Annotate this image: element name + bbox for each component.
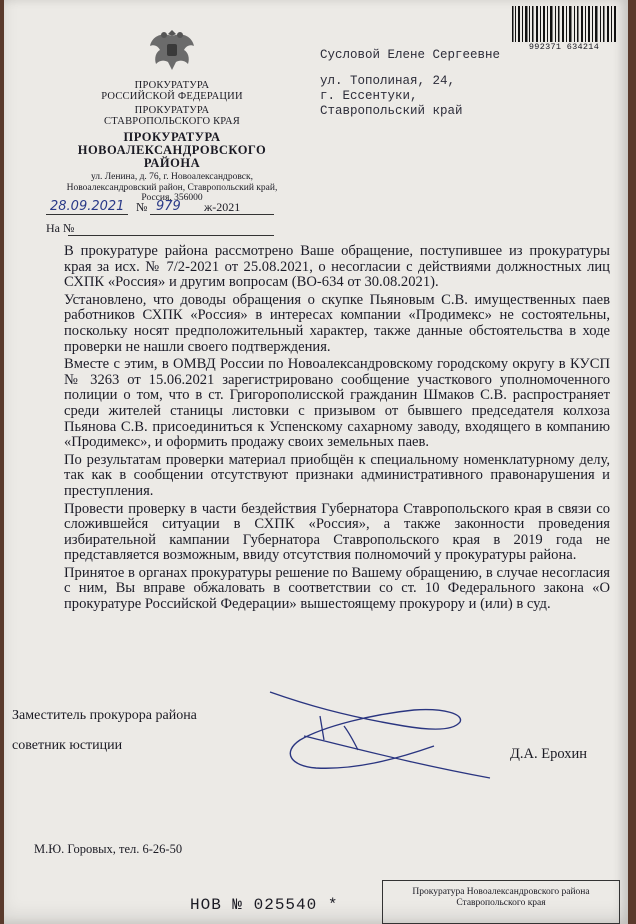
coat-of-arms-icon bbox=[146, 26, 198, 74]
org-header bbox=[70, 80, 274, 127]
address-line-1: ул. Ленина, д. 76, г. Новоалександровск, bbox=[90, 172, 254, 182]
paragraph-2: Установлено, что доводы обращения о скупке Пьяновым С.В. имущественных паев работников СХПК «Россия» в интересах компании «Продимекс» не состоятельны, поскольку носят предположительный характер, также данные обстоятельства в ходе проверки не нашли своего подтверждения. bbox=[64, 291, 610, 355]
paragraph-3: Вместе с этим, в ОМВД России по Новоалександровскому городскому округу в КУСП № 3263 от 15.06.2021 зарегистрировано сообщение участкового уполномоченного полиции о том, что в ст. Григорополисской гражданин Шмаков С.В. распространяет среди жителей станицы листовки с призывом от бывшего председателя колхоза Пьянова С.В. присоединиться к Успенскому сахарному заводу, входящего в компанию «Продимекс», и оформить продажу своих земельных паев. bbox=[64, 356, 610, 451]
signatory-name: Д.А. Ерохин bbox=[510, 746, 588, 762]
number-underline bbox=[150, 214, 274, 215]
paragraph-1: В прокуратуре района рассмотрено Ваше обращение, поступившее из прокуратуры края за исх. № 7/2-2021 от 25.08.2021, о несогласии с действиями должностных лиц СХПК «Россия» и другим вопросам (ВО-634 от 30.08.2021). bbox=[64, 243, 610, 291]
address-line-2: Новоалександровский район, Ставропольский край, bbox=[66, 182, 278, 193]
org-bold-line-3: РАЙОНА bbox=[143, 156, 201, 170]
signatory-position-1: Заместитель прокурора района bbox=[12, 708, 197, 723]
executor-info: М.Ю. Горовых, тел. 6-26-50 bbox=[34, 842, 183, 856]
blank-serial-number: НОВ № 025540 * bbox=[190, 896, 339, 914]
paragraph-5: Провести проверку в части бездействия Губернатора Ставропольского края в связи со сложившейся ситуации в СХПК «Россия», а также законности проведения избирательной кампании Губернатора Ставропольского края в 2019 года не представляется возможным, ввиду отсутствия полномочий у прокуратуры района. bbox=[64, 500, 610, 564]
handwritten-signature bbox=[264, 686, 494, 782]
address-line-3: Россия, 356000 bbox=[141, 193, 203, 203]
recipient-address bbox=[320, 74, 520, 119]
recipient-city: г. Ессентуки, bbox=[320, 89, 418, 103]
letter-number-suffix: ж-2021 bbox=[204, 200, 241, 214]
stamp-line-2: Ставропольского края bbox=[456, 898, 546, 908]
org-line-3: ПРОКУРАТУРА bbox=[134, 105, 210, 116]
paragraph-4: По результатам проверки материал приобщён к специальному номенклатурному делу, так как в сообщении отсутствуют признаки административного правонарушения и преступления. bbox=[64, 451, 610, 499]
letter-sheet bbox=[4, 0, 628, 924]
recipient-name: Сусловой Елене Сергеевне bbox=[320, 48, 501, 62]
number-label: № bbox=[136, 200, 148, 214]
recipient-street: ул. Тополиная, 24, bbox=[320, 74, 456, 88]
registration-stamp bbox=[382, 880, 620, 924]
stamp-line-1: Прокуратура Новоалександровского района bbox=[412, 887, 590, 897]
org-line-2: РОССИЙСКОЙ ФЕДЕРАЦИИ bbox=[101, 91, 243, 102]
org-bold-line-1: ПРОКУРАТУРА bbox=[123, 130, 221, 144]
recipient-region: Ставропольский край bbox=[320, 104, 463, 118]
reference-underline bbox=[68, 235, 274, 236]
letter-body bbox=[64, 244, 610, 613]
barcode-graphic bbox=[510, 6, 618, 42]
org-bold-line-2: НОВОАЛЕКСАНДРОВСКОГО bbox=[77, 143, 267, 157]
reference-line bbox=[46, 221, 278, 236]
letter-date: 28.09.2021 bbox=[50, 199, 125, 214]
paragraph-6: Принятое в органах прокуратуры решение по Вашему обращению, в случае несогласия с ним, Вы вправе обжаловать в соответствии со ст. 10 Федерального закона «О прокуратуре Российской Федерации» вышестоящему прокурору и (или) в суд. bbox=[64, 564, 610, 613]
org-line-1: ПРОКУРАТУРА bbox=[134, 80, 210, 91]
barcode-number: 992371 634214 bbox=[528, 42, 600, 52]
date-number-line bbox=[46, 200, 278, 216]
date-underline bbox=[46, 214, 128, 215]
reference-label: На № bbox=[46, 221, 75, 235]
org-bold-header bbox=[70, 131, 274, 170]
signatory-position-2: советник юстиции bbox=[12, 738, 123, 753]
org-line-4: СТАВРОПОЛЬСКОГО КРАЯ bbox=[104, 116, 240, 127]
letter-number: 979 bbox=[156, 199, 181, 214]
